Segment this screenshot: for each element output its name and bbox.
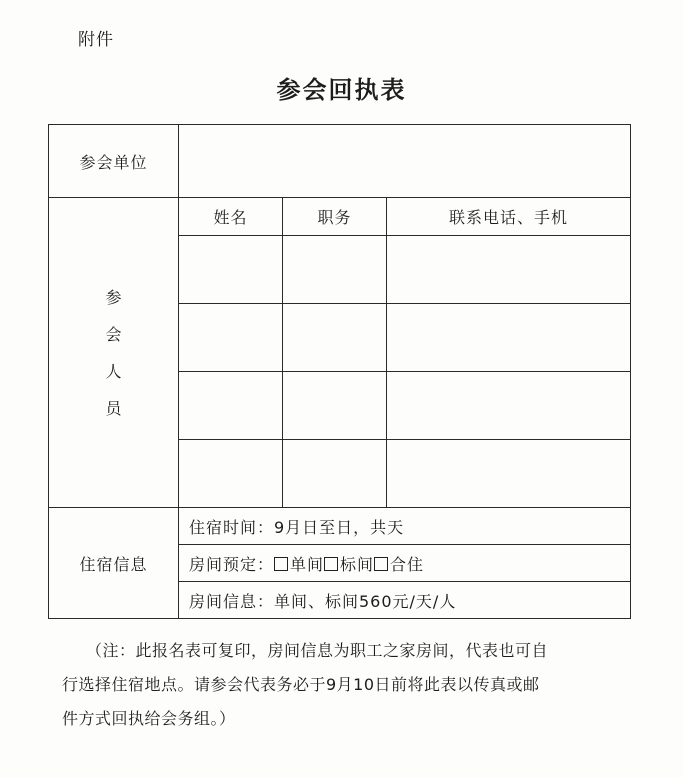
- single-room-label: 单间: [290, 554, 325, 574]
- single-room-checkbox[interactable]: [274, 557, 288, 571]
- attendee-name-field[interactable]: [179, 440, 283, 508]
- attachment-label: 附件: [78, 30, 114, 50]
- attendee-position-field[interactable]: [283, 304, 387, 372]
- attendee-position-field[interactable]: [283, 372, 387, 440]
- footnote-line: 件方式回执给会务组。）: [62, 709, 236, 728]
- attendee-position-field[interactable]: [283, 440, 387, 508]
- standard-room-label: 标间: [340, 554, 375, 574]
- attendee-name-field[interactable]: [179, 372, 283, 440]
- attendees-label-char: 人: [105, 361, 122, 381]
- attendee-header-row: [49, 198, 631, 236]
- registration-form-table: [48, 124, 631, 619]
- room-booking-label: 房间预定：: [189, 554, 275, 574]
- attendees-label: [49, 198, 179, 508]
- shared-room-checkbox[interactable]: [374, 557, 388, 571]
- footnote: [62, 634, 646, 736]
- unit-row: [49, 125, 631, 198]
- lodging-time-row: [49, 508, 631, 545]
- attendee-phone-field[interactable]: [387, 372, 631, 440]
- standard-room-checkbox[interactable]: [324, 557, 338, 571]
- footnote-line: 行选择住宿地点。请参会代表务必于9月10日前将此表以传真或邮: [62, 675, 540, 694]
- attendee-phone-field[interactable]: [387, 304, 631, 372]
- footnote-line: （注：此报名表可复印，房间信息为职工之家房间，代表也可自: [86, 641, 549, 660]
- column-header-phone: 联系电话、手机: [387, 198, 631, 236]
- attendees-label-char: 会: [105, 324, 122, 344]
- room-booking-cell: [179, 545, 631, 582]
- room-info-text: 房间信息：单间、标间560元/天/人: [179, 582, 631, 619]
- attendee-position-field[interactable]: [283, 236, 387, 304]
- column-header-position: 职务: [283, 198, 387, 236]
- unit-value-field[interactable]: [179, 125, 631, 198]
- lodging-time-text[interactable]: 住宿时间：9月日至日，共天: [179, 508, 631, 545]
- page-title: 参会回执表: [276, 75, 407, 104]
- attendees-label-char: 参: [105, 287, 122, 307]
- attendee-name-field[interactable]: [179, 236, 283, 304]
- lodging-label: 住宿信息: [49, 508, 179, 619]
- unit-label: 参会单位: [49, 125, 179, 198]
- shared-room-label: 合住: [390, 554, 425, 574]
- attendee-name-field[interactable]: [179, 304, 283, 372]
- attendee-phone-field[interactable]: [387, 236, 631, 304]
- attendee-phone-field[interactable]: [387, 440, 631, 508]
- column-header-name: 姓名: [179, 198, 283, 236]
- attendees-label-char: 员: [105, 398, 122, 418]
